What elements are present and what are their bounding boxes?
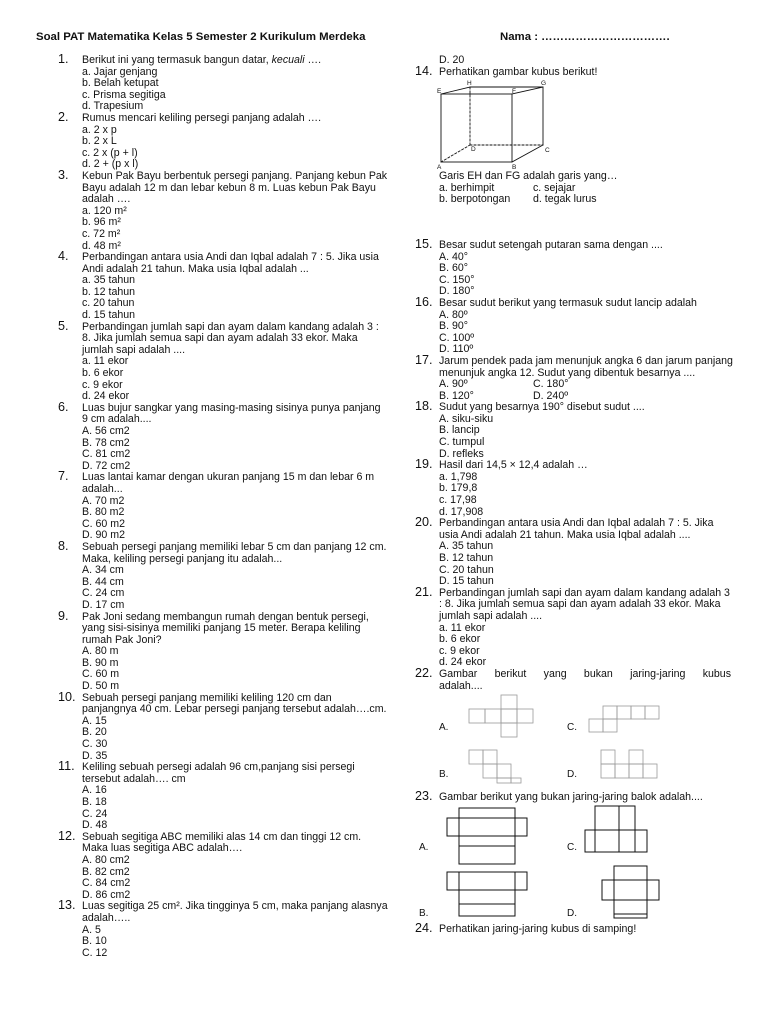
net-label-b: B. <box>439 769 449 781</box>
question-text: Perbandingan jumlah sapi dan ayam dalam kandang adalah 3 : 8. Jika jumlah semua sapi dan ayam adalah 33 ekor. Maka jumlah sapi adalah .... <box>82 320 379 356</box>
question-number: 14. <box>415 63 433 78</box>
option: b. Belah ketupat <box>82 77 159 90</box>
cube-nets-figure <box>439 692 739 784</box>
question-text: Hasil dari 14,5 × 12,4 adalah … <box>439 459 588 472</box>
option: A. 56 cm2 <box>82 425 130 437</box>
question-4 <box>58 249 388 322</box>
option: c. 2 x (p + l) <box>82 146 138 159</box>
question-text: Perbandingan jumlah sapi dan ayam dalam kandang adalah 3 : 8. Jika jumlah semua sapi dan ayam adalah 33 ekor. Maka jumlah sapi adalah .... <box>439 586 730 622</box>
question-15: 15. Besar sudut setengah putaran sama dengan .... A. 40° B. 60° C. 150° D. 180° <box>415 240 735 298</box>
question-number: 7. <box>58 469 69 484</box>
cuboid-nets-figure <box>419 806 739 919</box>
question-text: Berikut ini yang termasuk bangun datar, kecuali …. <box>82 54 322 66</box>
left-column <box>58 52 388 959</box>
net-label-a: A. <box>439 722 449 734</box>
cube-label-h: H <box>467 80 472 88</box>
question-text: Kebun Pak Bayu berbentuk persegi panjang. Panjang kebun Pak Bayu adalah 12 m dan lebar kebun 8 m. Luas kebun Pak Bayu adalah …. <box>82 169 388 206</box>
option: C. 60 m2 <box>82 517 125 530</box>
option: B. 80 m2 <box>82 506 125 519</box>
cube-label-a: A <box>437 164 442 172</box>
option: A. 16 <box>82 784 107 797</box>
question-11 <box>58 759 388 832</box>
option: A. 80 cm2 <box>82 853 130 866</box>
question-number: 11. <box>58 759 75 774</box>
option: A. 5 <box>82 923 101 936</box>
cube-label-c: C <box>545 147 550 155</box>
question-7 <box>58 469 388 542</box>
question-22: 22. Gambar berikut yang bukan jaring-jaring kubus adalah.... A. B. C. D. <box>415 669 735 784</box>
option: C. 30 <box>82 738 108 751</box>
option: a. 2 x p <box>82 123 117 136</box>
question-text: Keliling sebuah persegi adalah 96 cm,panjang sisi persegi tersebut adalah…. cm <box>82 761 355 785</box>
option: D. 17 cm <box>82 598 125 611</box>
option: b. 2 x L <box>82 135 117 148</box>
option: C. 12 <box>82 946 108 959</box>
question-text: Luas segitiga 25 cm². Jika tingginya 5 cm, maka panjang alasnya adalah….. <box>82 900 388 924</box>
net-label-c: C. <box>567 722 577 734</box>
question-text: Sudut yang besarnya 190° disebut sudut .... <box>439 401 645 414</box>
question-16: 16. Besar sudut berikut yang termasuk sudut lancip adalah A. 80º B. 90° C. 100º D. 110º <box>415 298 735 356</box>
option: A. 34 cm <box>82 564 124 577</box>
net-label-c: C. <box>567 841 577 853</box>
option: B. 90 m <box>82 656 119 669</box>
cube-label-d: D <box>471 146 476 154</box>
option: B. 20 <box>82 726 107 739</box>
option: d. 2 + (p x l) <box>82 158 139 171</box>
question-17: 17. Jarum pendek pada jam menunjuk angka 6 dan jarum panjang menunjuk angka 12. Sudut yang dibentuk besarnya .... A. 90º C. 180° B. 120° D. 240º <box>415 356 735 402</box>
option: D. 35 <box>82 749 108 762</box>
question-8 <box>58 538 388 612</box>
option: d. 48 m² <box>82 239 121 252</box>
option: c. 20 tahun <box>82 297 135 310</box>
question-5 <box>58 318 388 403</box>
question-number: 12. <box>58 828 76 843</box>
question-number: 6. <box>58 399 69 414</box>
question-number: 4. <box>58 249 69 264</box>
question-text: Luas lantai kamar dengan ukuran panjang 15 m dan lebar 6 m adalah... <box>82 471 375 495</box>
question-24: 24. Perhatikan jaring-jaring kubus di samping! <box>415 924 735 936</box>
question-1 <box>58 52 388 113</box>
cube-figure <box>437 79 567 171</box>
option: A. 15 <box>82 714 107 727</box>
question-number: 9. <box>58 608 69 623</box>
net-label-d: D. <box>567 769 577 781</box>
question-text: Jarum pendek pada jam menunjuk angka 6 dan jarum panjang menunjuk angka 12. Sudut yang dibentuk besarnya .... <box>439 354 733 379</box>
option: a. 120 m² <box>82 204 127 217</box>
question-19: 19. Hasil dari 14,5 × 12,4 adalah … a. 1,798 b. 179,8 c. 17,98 d. 17,908 <box>415 460 735 518</box>
option: d. Trapesium <box>82 100 144 113</box>
question-text: Besar sudut berikut yang termasuk sudut lancip adalah <box>439 296 697 309</box>
question-text: Perbandingan antara usia Andi dan Iqbal adalah 7 : 5. Jika usia Andi adalah 21 tahun. Maka usia Iqbal adalah ... <box>82 251 379 275</box>
question-21: 21. Perbandingan jumlah sapi dan ayam dalam kandang adalah 3 : 8. Jika jumlah semua sapi dan ayam adalah 33 ekor. Maka jumlah sapi adalah .... a. 11 ekor b. 6 ekor c. 9 ekor d. 24 ekor <box>415 588 735 669</box>
net-label-a: A. <box>419 841 429 853</box>
option: B. 10 <box>82 935 107 948</box>
option: D. 90 m2 <box>82 529 125 542</box>
option: A. 80 m <box>82 645 119 658</box>
option: c. 72 m² <box>82 227 121 240</box>
question-text: adalah.... <box>439 679 483 692</box>
name-field: Nama : ……………………………. <box>500 31 670 43</box>
question-number: 3. <box>58 167 69 182</box>
option: B. 18 <box>82 796 107 808</box>
cube-label-f: F <box>512 88 516 96</box>
option: D. 48 <box>82 819 108 832</box>
question-text: Perhatikan gambar kubus berikut! <box>439 65 598 78</box>
question-18: 18. Sudut yang besarnya 190° disebut sudut .... A. siku-siku B. lancip C. tumpul D. refleks <box>415 402 735 460</box>
option: b. 96 m² <box>82 216 121 229</box>
right-column <box>415 55 735 935</box>
question-6 <box>58 399 388 473</box>
question-9 <box>58 608 388 693</box>
option: b. 12 tahun <box>82 285 136 298</box>
question-12 <box>58 828 388 902</box>
question-text: Perbandingan antara usia Andi dan Iqbal adalah 7 : 5. Jika usia Andi adalah 21 tahun. Maka usia Iqbal adalah .... <box>439 517 714 541</box>
question-text: Besar sudut setengah putaran sama dengan .... <box>439 238 663 251</box>
question-23: 23. Gambar berikut yang bukan jaring-jaring balok adalah.... A. B. C. D. <box>415 792 735 918</box>
question-10 <box>58 689 388 763</box>
option: C. 81 cm2 <box>82 448 131 461</box>
option: a. 35 tahun <box>82 274 136 287</box>
option: C. 84 cm2 <box>82 877 131 890</box>
question-13 <box>58 898 388 959</box>
question-text: Garis EH dan FG adalah garis yang… <box>439 170 618 183</box>
question-text: Gambar berikut yang bukan jaring-jaring kubus <box>439 667 731 680</box>
question-3 <box>58 167 388 252</box>
net-label-b: B. <box>419 907 429 919</box>
question-number: 8. <box>58 538 69 553</box>
question-number: 2. <box>58 109 69 124</box>
question-number: 13. <box>58 898 76 913</box>
option: C. 60 m <box>82 668 120 681</box>
option: B. 78 cm2 <box>82 436 130 449</box>
question-text: Sebuah segitiga ABC memiliki alas 14 cm dan tinggi 12 cm. Maka luas segitiga ABC adalah…. <box>82 830 362 855</box>
question-20: 20. Perbandingan antara usia Andi dan Iqbal adalah 7 : 5. Jika usia Andi adalah 21 tahun. Maka usia Iqbal adalah .... A. 35 tahun B. 12 tahun C. 20 tahun D. 15 tahun <box>415 518 735 588</box>
option: D. 20 <box>439 54 465 66</box>
cube-label-g: G <box>541 80 547 88</box>
option: C. 24 <box>82 807 108 820</box>
question-text: Luas bujur sangkar yang masing-masing sisinya punya panjang 9 cm adalah.... <box>82 401 381 426</box>
question-number: 5. <box>58 318 69 333</box>
option: A. 70 m2 <box>82 494 125 507</box>
net-label-d: D. <box>567 907 577 919</box>
option: c. Prisma segitiga <box>82 88 166 101</box>
page-title: Soal PAT Matematika Kelas 5 Semester 2 Kurikulum Merdeka <box>36 31 366 43</box>
option: c. 9 ekor <box>82 378 123 391</box>
option: C. 24 cm <box>82 587 125 600</box>
question-number: 10. <box>58 689 76 704</box>
question-number: 1. <box>58 52 69 66</box>
option: a. Jajar genjang <box>82 65 158 78</box>
question-text: Sebuah persegi panjang memiliki lebar 5 cm dan panjang 12 cm. Maka, keliling persegi panjang itu adalah... <box>82 540 387 565</box>
option-row: b. berpotongan d. tegak lurus <box>439 193 597 206</box>
option: D. 86 cm2 <box>82 888 131 901</box>
question-2 <box>58 109 388 171</box>
question-text: Pak Joni sedang membangun rumah dengan bentuk persegi, yang sisi-sisinya memiliki panjang 15 meter. Berapa keliling rumah Pak Joni? <box>82 610 369 646</box>
cube-front-face <box>441 94 512 162</box>
option: B. 82 cm2 <box>82 865 130 878</box>
cube-label-b: B <box>512 164 517 172</box>
option: b. 6 ekor <box>82 367 124 380</box>
question-text: Perhatikan jaring-jaring kubus di samping! <box>439 922 637 935</box>
option: a. 11 ekor <box>82 355 129 368</box>
option: d. 24 ekor <box>82 390 130 403</box>
option: D. 72 cm2 <box>82 459 131 472</box>
cube-label-e: E <box>437 88 442 96</box>
question-text: Rumus mencari keliling persegi panjang adalah …. <box>82 111 322 124</box>
question-text: Sebuah persegi panjang memiliki keliling 120 cm dan panjangnya 40 cm. Lebar persegi panjang tersebut adalah….cm. <box>82 691 387 716</box>
option: B. 44 cm <box>82 575 124 588</box>
option-row: a. berhimpit c. sejajar <box>439 181 576 194</box>
question-14 <box>415 63 735 206</box>
option: d. 15 tahun <box>82 309 136 322</box>
option: D. 50 m <box>82 680 120 693</box>
question-text: Gambar berikut yang bukan jaring-jaring balok adalah.... <box>439 791 703 804</box>
